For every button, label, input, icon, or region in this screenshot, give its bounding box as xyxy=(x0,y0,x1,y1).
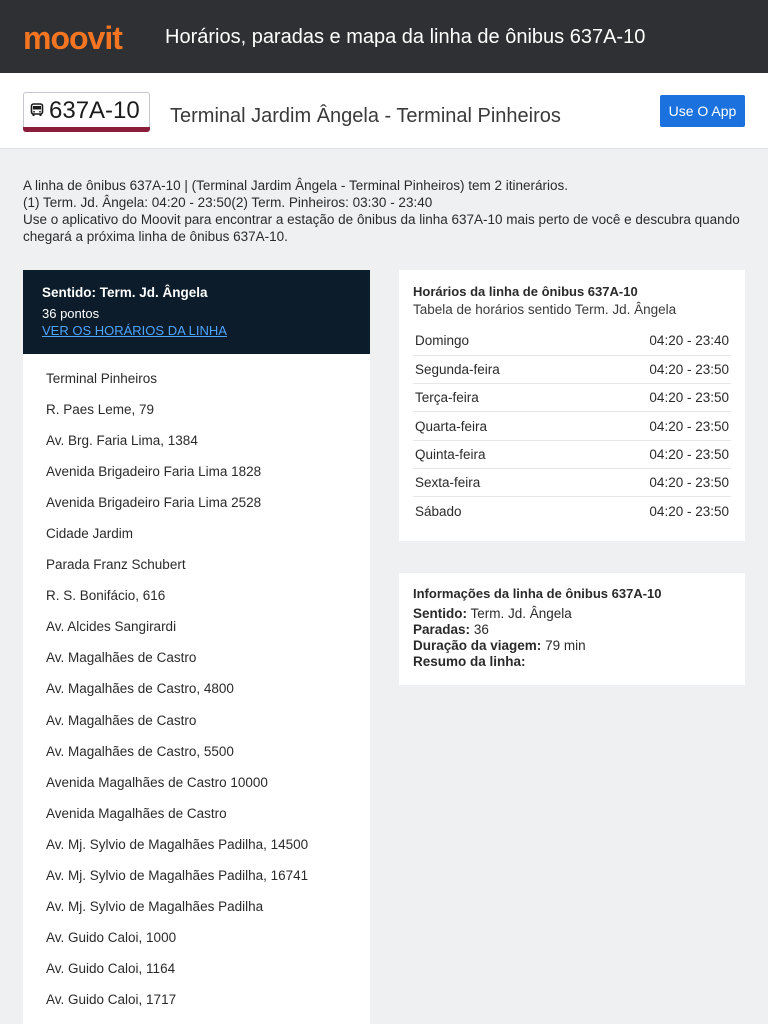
schedule-title: Horários da linha de ônibus 637A-10 xyxy=(413,284,638,299)
description-line-itineraries: A linha de ônibus 637A-10 | (Terminal Jardim Ângela - Terminal Pinheiros) tem 2 itinerários. xyxy=(23,178,569,193)
schedule-day: Terça-feira xyxy=(413,384,577,412)
schedule-row xyxy=(413,497,731,525)
stop-item[interactable]: Av. Alcides Sangirardi xyxy=(46,619,177,635)
stop-item[interactable]: Avenida Magalhães de Castro 10000 xyxy=(46,774,268,790)
schedule-card xyxy=(399,270,745,541)
direction-title: Sentido: Term. Jd. Ângela xyxy=(42,285,208,300)
stop-item[interactable]: R. Paes Leme, 79 xyxy=(46,402,155,418)
stop-item[interactable]: Av. Magalhães de Castro, 5500 xyxy=(46,743,234,759)
route-description xyxy=(23,177,753,245)
schedule-row xyxy=(413,355,731,383)
stop-item[interactable]: Avenida Magalhães de Castro xyxy=(46,805,227,821)
info-direction xyxy=(413,606,586,622)
schedule-row xyxy=(413,384,731,412)
schedule-row xyxy=(413,468,731,496)
schedule-day: Domingo xyxy=(413,327,577,355)
description-line-app: Use o aplicativo do Moovit para encontrar a estação de ônibus da linha 637A-10 mais perto de você e descubra quando chegará a próxima linha de ônibus 637A-10. xyxy=(23,212,740,244)
info-stops xyxy=(413,622,586,638)
schedule-row xyxy=(413,440,731,468)
stop-item[interactable]: Parada Franz Schubert xyxy=(46,557,186,573)
bus-icon xyxy=(30,103,44,117)
info-duration-value: 79 min xyxy=(545,638,586,653)
schedule-day: Sexta-feira xyxy=(413,468,577,496)
stop-list xyxy=(46,370,308,1022)
info-duration xyxy=(413,638,586,654)
stop-item[interactable]: Av. Guido Caloi, 1717 xyxy=(46,991,177,1007)
info-stops-label: Paradas: xyxy=(413,622,471,637)
use-app-button[interactable]: Use O App xyxy=(660,95,745,127)
moovit-logo[interactable]: moovit xyxy=(23,20,122,56)
route-name: Terminal Jardim Ângela - Terminal Pinheiros xyxy=(170,105,561,127)
stop-item[interactable]: Av. Mj. Sylvio de Magalhães Padilha, 14500 xyxy=(46,836,309,852)
schedule-row xyxy=(413,327,731,355)
schedule-time: 04:20 - 23:50 xyxy=(577,440,731,468)
stop-item[interactable]: Cidade Jardim xyxy=(46,526,134,542)
route-color-bar xyxy=(23,127,150,132)
info-duration-label: Duração da viagem: xyxy=(413,638,542,653)
stop-item[interactable]: Av. Guido Caloi, 1000 xyxy=(46,929,177,945)
route-code: 637A-10 xyxy=(49,97,140,124)
info-list xyxy=(413,606,586,670)
direction-card xyxy=(23,270,370,1024)
stop-item[interactable]: Av. Magalhães de Castro xyxy=(46,712,197,728)
info-direction-value: Term. Jd. Ângela xyxy=(470,606,572,621)
schedule-time: 04:20 - 23:50 xyxy=(577,355,731,383)
schedule-day: Segunda-feira xyxy=(413,355,577,383)
schedule-table xyxy=(413,327,731,525)
info-title: Informações da linha de ônibus 637A-10 xyxy=(413,586,662,601)
route-badge xyxy=(23,92,150,132)
info-direction-label: Sentido: xyxy=(413,606,467,621)
line-info-card xyxy=(399,573,745,685)
description-line-hours: (1) Term. Jd. Ângela: 04:20 - 23:50(2) Term. Pinheiros: 03:30 - 23:40 xyxy=(23,195,433,210)
view-schedule-link[interactable]: VER OS HORÁRIOS DA LINHA xyxy=(42,323,227,338)
stop-item[interactable]: Av. Brg. Faria Lima, 1384 xyxy=(46,433,198,449)
stop-item[interactable]: Av. Mj. Sylvio de Magalhães Padilha, 16741 xyxy=(46,867,309,883)
info-stops-value: 36 xyxy=(473,622,489,637)
schedule-time: 04:20 - 23:50 xyxy=(577,412,731,440)
stop-item[interactable]: Av. Magalhães de Castro xyxy=(46,650,197,666)
stop-item[interactable]: Avenida Brigadeiro Faria Lima 2528 xyxy=(46,495,262,511)
schedule-time: 04:20 - 23:50 xyxy=(577,468,731,496)
info-summary xyxy=(413,654,586,670)
schedule-time: 04:20 - 23:50 xyxy=(649,503,729,519)
info-summary-label: Resumo da linha: xyxy=(413,654,526,669)
stop-item[interactable]: Av. Guido Caloi, 1164 xyxy=(46,960,176,976)
schedule-day: Sábado xyxy=(415,503,462,519)
schedule-subtitle: Tabela de horários sentido Term. Jd. Ângela xyxy=(413,302,677,317)
page-title: Horários, paradas e mapa da linha de ônibus 637A-10 xyxy=(165,26,646,48)
schedule-time: 04:20 - 23:50 xyxy=(577,384,731,412)
top-bar xyxy=(0,0,768,73)
stop-item[interactable]: Av. Mj. Sylvio de Magalhães Padilha xyxy=(46,898,264,914)
stops-count: 36 pontos xyxy=(42,306,100,321)
schedule-row xyxy=(413,412,731,440)
schedule-time: 04:20 - 23:40 xyxy=(577,327,731,355)
schedule-day: Quinta-feira xyxy=(413,440,577,468)
stop-item[interactable]: R. S. Bonifácio, 616 xyxy=(46,588,166,604)
direction-header xyxy=(23,270,370,354)
stop-item[interactable]: Avenida Brigadeiro Faria Lima 1828 xyxy=(46,464,262,480)
stop-item[interactable]: Av. Magalhães de Castro, 4800 xyxy=(46,681,234,697)
schedule-day: Quarta-feira xyxy=(413,412,577,440)
stop-item[interactable]: Terminal Pinheiros xyxy=(46,371,158,386)
